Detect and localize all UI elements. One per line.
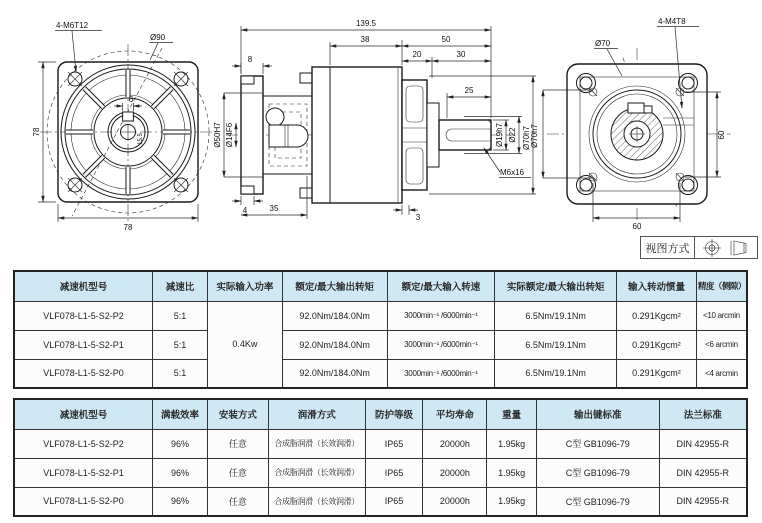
cell-speed: 3000min⁻¹ /6000min⁻¹	[387, 330, 495, 359]
table-row	[14, 330, 747, 359]
col-header: 实际输入功率	[208, 271, 283, 301]
mechanical-spec-table	[13, 398, 748, 517]
cell-precision: <6 arcmin	[696, 330, 747, 359]
cell-protection: IP65	[365, 458, 423, 487]
col-header: 额定/最大输出转矩	[282, 271, 387, 301]
cell-efficiency: 96%	[153, 429, 208, 458]
table2-header-row	[14, 399, 747, 429]
side-output-adapter	[402, 80, 439, 190]
svg-text:60: 60	[632, 222, 642, 231]
col-header: 输出键标准	[537, 399, 659, 429]
cell-torque: 92.0Nm/184.0Nm	[282, 301, 387, 330]
cell-actual-torque: 6.5Nm/19.1Nm	[495, 330, 617, 359]
side-dim-20-30	[402, 50, 491, 78]
svg-text:Ø70: Ø70	[595, 39, 611, 48]
cell-inertia: 0.291Kgcm²	[617, 359, 697, 388]
cell-precision: <4 arcmin	[696, 359, 747, 388]
svg-text:60: 60	[717, 130, 726, 140]
cell-lubrication: 合成脂润滑（长效润滑）	[268, 458, 365, 487]
svg-text:Ø19h7: Ø19h7	[495, 122, 504, 148]
cell-lubrication: 合成脂润滑（长效润滑）	[268, 487, 365, 516]
cell-model: VLF078-L1-5-S2-P0	[14, 487, 153, 516]
svg-text:20: 20	[412, 50, 422, 59]
front-bolt-callout	[55, 21, 102, 72]
front-view-drawing	[10, 8, 230, 258]
cell-mounting: 任意	[208, 487, 269, 516]
col-header: 重量	[487, 399, 537, 429]
svg-text:Ø70h7: Ø70h7	[530, 123, 539, 149]
col-header: 安装方式	[208, 399, 269, 429]
cell-actual-torque: 6.5Nm/19.1Nm	[495, 359, 617, 388]
col-header: 法兰标准	[659, 399, 747, 429]
svg-text:78: 78	[32, 127, 41, 137]
table-row	[14, 359, 747, 388]
svg-text:35: 35	[269, 204, 279, 213]
cell-life: 20000h	[423, 458, 487, 487]
view-mode-box	[640, 236, 758, 259]
side-dim-right-section	[402, 35, 491, 46]
cell-weight: 1.95kg	[487, 487, 537, 516]
projection-frustum-icon	[728, 238, 750, 258]
svg-text:50: 50	[441, 35, 451, 44]
cell-ratio: 5:1	[153, 301, 208, 330]
col-header: 输入转动惯量	[617, 271, 697, 301]
col-header: 实际额定/最大输出转矩	[495, 271, 617, 301]
table-row	[14, 301, 747, 330]
cell-life: 20000h	[423, 487, 487, 516]
svg-text:3: 3	[415, 213, 421, 222]
side-output-spigot	[427, 103, 439, 167]
cell-speed: 3000min⁻¹ /6000min⁻¹	[387, 301, 495, 330]
side-tap-callout	[484, 148, 531, 178]
cell-weight: 1.95kg	[487, 429, 537, 458]
col-header: 减速比	[153, 271, 208, 301]
front-keyway-depth-label: 15.5	[138, 133, 144, 145]
cell-precision: <10 arcmin	[696, 301, 747, 330]
cell-ratio: 5:1	[153, 359, 208, 388]
col-header: 平均寿命	[423, 399, 487, 429]
table-row	[14, 429, 747, 458]
cell-key-standard: C型 GB1096-79	[537, 487, 659, 516]
cell-life: 20000h	[423, 429, 487, 458]
performance-spec-table	[13, 270, 748, 389]
col-header: 减速机型号	[14, 399, 153, 429]
cell-mounting: 任意	[208, 429, 269, 458]
cell-protection: IP65	[365, 487, 423, 516]
front-body-dia-callout	[149, 33, 173, 60]
cell-torque: 92.0Nm/184.0Nm	[282, 330, 387, 359]
svg-text:Ø14F6: Ø14F6	[225, 122, 234, 148]
cell-model: VLF078-L1-5-S2-P2	[14, 301, 153, 330]
side-dim-housing	[330, 35, 402, 65]
table1-header-row	[14, 271, 747, 301]
svg-text:M6x16: M6x16	[500, 168, 525, 177]
cell-key-standard: C型 GB1096-79	[537, 458, 659, 487]
cell-inertia: 0.291Kgcm²	[617, 330, 697, 359]
projection-target-icon	[702, 238, 722, 258]
side-dim-3	[393, 205, 421, 222]
cell-speed: 3000min⁻¹ /6000min⁻¹	[387, 359, 495, 388]
side-input-flange	[241, 76, 263, 194]
svg-text:4: 4	[242, 206, 248, 215]
side-output-shaft	[439, 120, 491, 150]
cell-flange-standard: DIN 42955-R	[659, 458, 747, 487]
svg-text:Ø22: Ø22	[508, 127, 517, 143]
col-header: 润滑方式	[268, 399, 365, 429]
cell-efficiency: 96%	[153, 487, 208, 516]
cell-lubrication: 合成脂润滑（长效润滑）	[268, 429, 365, 458]
table-row	[14, 458, 747, 487]
svg-text:8: 8	[247, 55, 253, 64]
svg-text:25: 25	[464, 86, 474, 95]
cell-protection: IP65	[365, 429, 423, 458]
cell-input-power: 0.4Kw	[208, 301, 283, 388]
cell-efficiency: 96%	[153, 458, 208, 487]
cell-ratio: 5:1	[153, 330, 208, 359]
side-dim-shaft-length	[447, 86, 491, 118]
cell-model: VLF078-L1-5-S2-P2	[14, 429, 153, 458]
svg-text:4-M4T8: 4-M4T8	[658, 17, 686, 26]
side-housing	[300, 67, 402, 203]
svg-text:Ø50H7: Ø50H7	[213, 122, 222, 148]
col-header: 满载效率	[153, 399, 208, 429]
cell-model: VLF078-L1-5-S2-P1	[14, 458, 153, 487]
cell-inertia: 0.291Kgcm²	[617, 301, 697, 330]
table-row	[14, 487, 747, 516]
cell-weight: 1.95kg	[487, 458, 537, 487]
svg-text:78: 78	[123, 223, 133, 232]
side-dim-4	[232, 196, 263, 215]
side-view-drawing	[212, 8, 544, 258]
svg-text:6: 6	[128, 95, 134, 104]
cell-flange-standard: DIN 42955-R	[659, 429, 747, 458]
cell-model: VLF078-L1-5-S2-P0	[14, 359, 153, 388]
rear-view-drawing	[525, 8, 762, 258]
cell-actual-torque: 6.5Nm/19.1Nm	[495, 301, 617, 330]
cell-torque: 92.0Nm/184.0Nm	[282, 359, 387, 388]
svg-text:139.5: 139.5	[355, 19, 377, 28]
cell-key-standard: C型 GB1096-79	[537, 429, 659, 458]
side-dim-flange-thickness	[232, 55, 272, 74]
col-header: 减速机型号	[14, 271, 153, 301]
col-header: 防护等级	[365, 399, 423, 429]
svg-text:30: 30	[456, 50, 466, 59]
svg-text:Ø90: Ø90	[150, 33, 166, 42]
col-header: 额定/最大输入转速	[387, 271, 495, 301]
view-mode-label: 视图方式	[641, 237, 695, 258]
cell-model: VLF078-L1-5-S2-P1	[14, 330, 153, 359]
cell-mounting: 任意	[208, 458, 269, 487]
cell-flange-standard: DIN 42955-R	[659, 487, 747, 516]
svg-text:38: 38	[360, 35, 370, 44]
svg-text:Ø70h7: Ø70h7	[522, 125, 531, 151]
side-input-adapter	[263, 96, 315, 174]
col-header: 精度（侧隙）	[696, 271, 747, 301]
svg-text:4-M6T12: 4-M6T12	[56, 21, 89, 30]
view-mode-symbols	[695, 237, 757, 258]
